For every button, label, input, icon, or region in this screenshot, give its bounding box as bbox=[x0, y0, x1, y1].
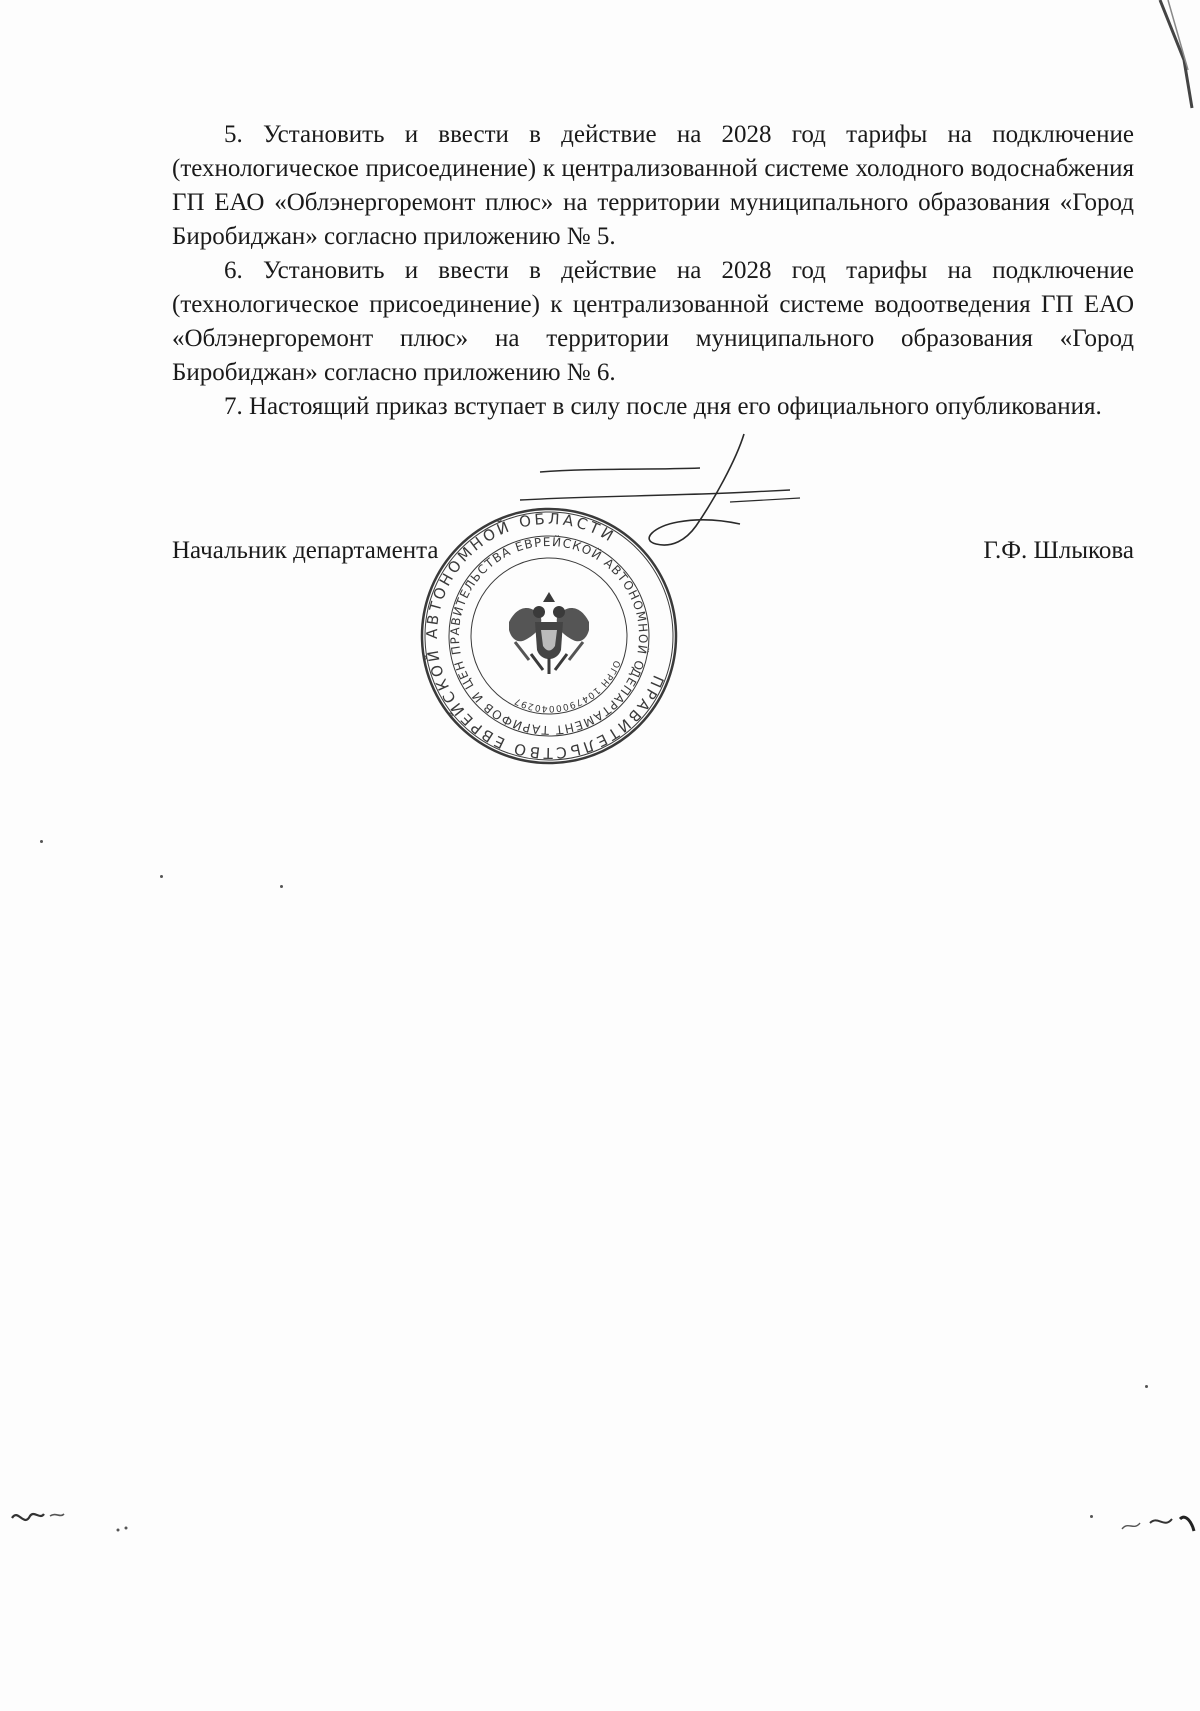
scan-smudge-right bbox=[1120, 1505, 1196, 1545]
paragraph-6: 6. Установить и ввести в действие на 2028 год тарифы на подключение (технологическое присоединение) к централизованной системе водоотведения ГП ЕАО «Облэнергоремонт плюс» на территории муниципального образования «Город Биробиджан» согласно приложению № 6. bbox=[172, 257, 1134, 386]
signer-position-title: Начальник департамента bbox=[172, 537, 439, 564]
scan-smudge-left bbox=[10, 1500, 130, 1540]
scan-speck bbox=[1145, 1385, 1148, 1388]
stamp-middle-ring-text: ДЕПАРТАМЕНТ ТАРИФОВ И ЦЕН ПРАВИТЕЛЬСТВА ЕВРЕЙСКОЙ АВТОНОМНОЙ ОБЛАСТИ bbox=[447, 534, 651, 738]
scan-speck bbox=[40, 840, 43, 843]
order-body-text bbox=[172, 118, 1134, 424]
stamp-ogrn-text: ОГРН 1047900040297 bbox=[512, 658, 622, 714]
official-round-stamp bbox=[418, 505, 680, 767]
paragraph-5: 5. Установить и ввести в действие на 2028 год тарифы на подключение (технологическое присоединение) к централизованной системе холодного водоснабжения ГП ЕАО «Облэнергоремонт плюс» на территории муниципального образования «Город Биробиджан» согласно приложению № 5. bbox=[172, 121, 1134, 250]
scan-speck bbox=[160, 875, 163, 878]
scan-speck bbox=[1090, 1515, 1093, 1518]
signer-name: Г.Ф. Шлыкова bbox=[983, 537, 1134, 564]
page-corner-fold-mark bbox=[1154, 0, 1194, 110]
scan-speck bbox=[280, 885, 283, 888]
coat-of-arms-icon bbox=[509, 592, 589, 674]
paragraph-7: 7. Настоящий приказ вступает в силу после дня его официального опубликования. bbox=[224, 393, 1102, 420]
stamp-outer-ring-text: ПРАВИТЕЛЬСТВО ЕВРЕЙСКОЙ АВТОНОМНОЙ ОБЛАСТИ bbox=[422, 509, 668, 763]
